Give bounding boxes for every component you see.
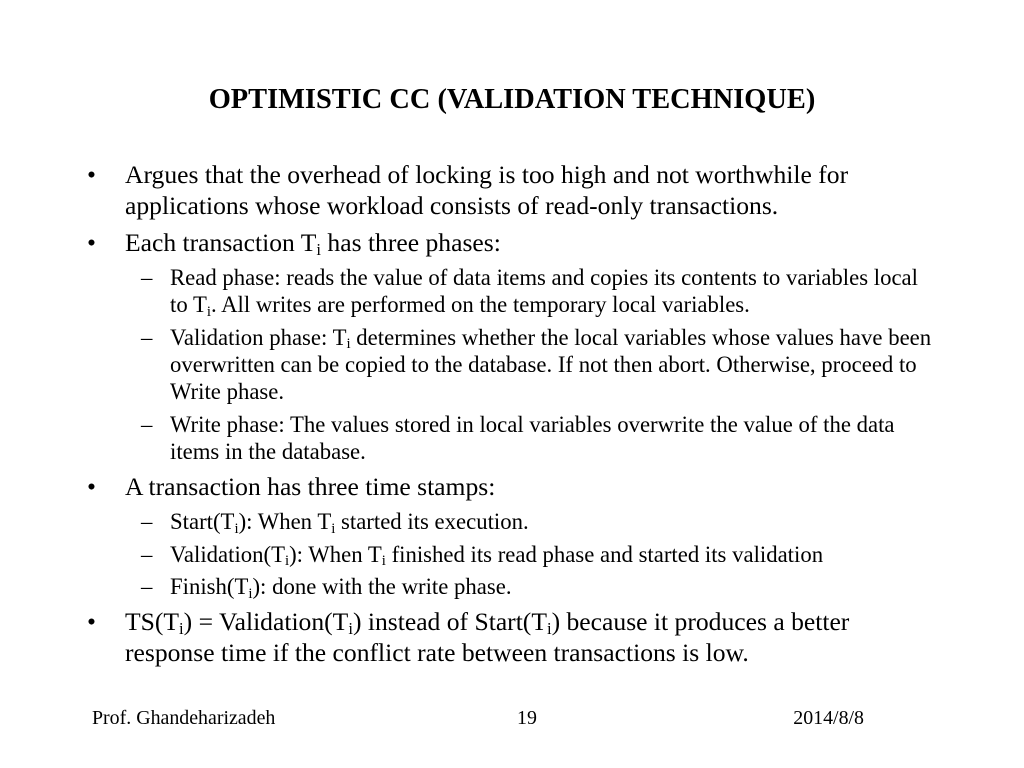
text-run: overwritten can be copied to the database. If not then abort. Otherwise, proceed to: [170, 352, 917, 378]
text-line: [125, 472, 955, 503]
subscript-run: i: [331, 520, 336, 537]
subscript-run: i: [546, 618, 552, 638]
bullet-paragraph: [87, 471, 955, 503]
bullet-list: [0, 160, 1024, 668]
text-line: [170, 573, 955, 600]
text-run: Validation(T: [170, 541, 285, 567]
sub-bullet-list: [0, 264, 1024, 466]
text-run: ): When T: [238, 508, 332, 534]
footer-date: 2014/8/8: [793, 707, 864, 729]
bullet-paragraph: [87, 160, 955, 221]
text-run: Start(T: [170, 508, 235, 534]
bullet-marker: •: [87, 606, 96, 636]
text-run: has three phases:: [321, 227, 501, 257]
text-run: items in the database.: [170, 439, 366, 465]
sub-bullet-item: [141, 508, 955, 537]
subscript-run: i: [248, 585, 253, 602]
text-run: ): When T: [289, 541, 382, 567]
text-run: TS(T: [125, 606, 180, 636]
sub-bullet-list: [0, 508, 1024, 600]
sub-bullet-marker: –: [141, 541, 153, 567]
text-line: [125, 638, 955, 669]
text-line: [170, 378, 955, 405]
text-run: ) = Validation(T: [183, 606, 349, 636]
text-run: to T: [170, 292, 207, 318]
text-line: [170, 411, 955, 438]
bullet-paragraph: [87, 227, 955, 259]
text-run: ) because it produces a better: [551, 606, 850, 636]
sub-bullet-item: [141, 541, 955, 570]
text-run: response time if the conflict rate between transactions is low.: [125, 637, 749, 667]
text-run: Each transaction T: [125, 227, 317, 257]
bullet-marker: •: [87, 160, 96, 189]
bullet-marker: •: [87, 227, 96, 257]
bullet-item: [0, 607, 1024, 668]
sub-bullet-marker: –: [141, 574, 153, 600]
subscript-run: i: [179, 618, 184, 638]
sub-bullet-item: [141, 324, 955, 406]
text-line: [125, 607, 955, 638]
text-run: Validation phase: T: [170, 324, 347, 350]
text-line: [125, 160, 955, 191]
sub-bullet-marker: –: [141, 264, 153, 290]
text-run: ): done with the write phase.: [252, 574, 512, 600]
subscript-run: i: [316, 239, 322, 259]
sub-bullet-marker: –: [141, 411, 153, 437]
text-run: applications whose workload consists of read-only transactions.: [125, 190, 779, 220]
sub-bullet-marker: –: [141, 324, 153, 350]
bullet-item: [0, 228, 1024, 466]
footer-author: Prof. Ghandeharizadeh: [92, 707, 276, 729]
sub-bullet-item: [141, 264, 955, 320]
slide-title: OPTIMISTIC CC (VALIDATION TECHNIQUE): [208, 84, 816, 115]
sub-bullet-item: [141, 411, 955, 466]
text-line: [170, 508, 955, 535]
bullet-marker: •: [87, 471, 96, 501]
subscript-run: i: [206, 303, 211, 320]
subscript-run: i: [234, 520, 239, 537]
text-line: [125, 228, 955, 259]
text-run: Finish(T: [170, 574, 249, 600]
text-line: [170, 541, 955, 568]
text-line: [170, 291, 955, 318]
bullet-item: [0, 160, 1024, 221]
text-line: [170, 324, 955, 351]
bullet-paragraph: [87, 606, 955, 668]
text-run: Argues that the overhead of locking is too high and not worthwhile for: [125, 160, 849, 189]
subscript-run: i: [381, 553, 386, 570]
sub-bullet-item: [141, 573, 955, 602]
text-run: started its execution.: [335, 508, 529, 534]
text-run: Write phase: The values stored in local variables overwrite the value of the data: [170, 411, 895, 437]
text-run: Write phase.: [170, 379, 285, 405]
sub-bullet-marker: –: [141, 508, 153, 534]
text-run: . All writes are performed on the temporary local variables.: [210, 292, 750, 318]
bullet-item: [0, 472, 1024, 601]
subscript-run: i: [284, 553, 290, 570]
text-line: [125, 191, 955, 222]
text-run: ) instead of Start(T: [352, 606, 547, 636]
text-line: [170, 264, 955, 291]
text-run: determines whether the local variables whose values have been: [350, 324, 932, 350]
slide-number: 19: [517, 707, 537, 729]
text-run: A transaction has three time stamps:: [125, 471, 496, 501]
text-line: [170, 438, 955, 465]
subscript-run: i: [346, 336, 351, 353]
text-line: [170, 351, 955, 378]
subscript-run: i: [348, 618, 353, 638]
text-run: Read phase: reads the value of data items and copies its contents to variables local: [170, 264, 918, 290]
text-run: finished its read phase and started its validation: [385, 541, 824, 567]
